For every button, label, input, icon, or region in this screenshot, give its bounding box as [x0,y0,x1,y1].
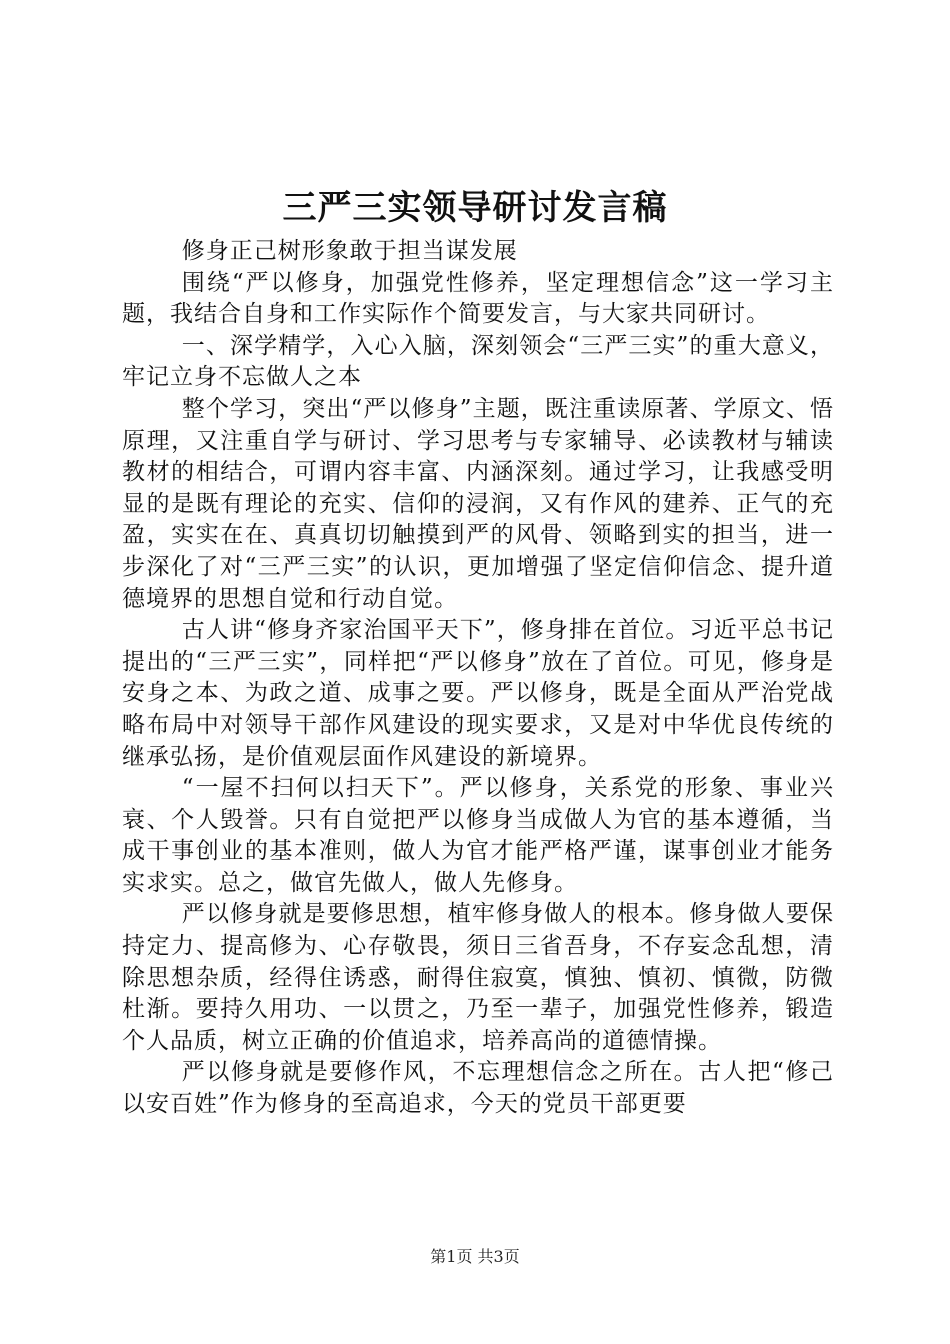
body-paragraph: 整个学习，突出“严以修身”主题，既注重读原著、学原文、悟原理，又注重自学与研讨、学习思考与专家辅导、必读教材与辅读教材的相结合，可谓内容丰富、内涵深刻。通过学习，让我感受明显的是既有理论的充实、信仰的浸润，又有作风的建养、正气的充盈，实实在在、真真切切触摸到严的风骨、领略到实的担当，进一步深化了对“三严三实”的认识，更加增强了坚定信仰信念、提升道德境界的思想自觉和行动自觉。 [122,395,834,612]
page-number-footer: 第1页 共3页 [430,1247,520,1266]
body-paragraph: 严以修身就是要修作风，不忘理想信念之所在。古人把“修己以安百姓”作为修身的至高追求，今天的党员干部更要 [122,1059,834,1118]
section-heading-paragraph: 一、深学精学，入心入脑，深刻领会“三严三实”的重大意义，牢记立身不忘做人之本 [122,332,834,391]
body-paragraph: 严以修身就是要修思想，植牢修身做人的根本。修身做人要保持定力、提高修为、心存敬畏，须日三省吾身，不存妄念乱想，清除思想杂质，经得住诱惑，耐得住寂寞，慎独、慎初、慎微，防微杜渐。要持久用功、一以贯之，乃至一辈子，加强党性修养，锻造个人品质，树立正确的价值追求，培养高尚的道德情操。 [122,901,834,1054]
document-title: 三严三实领导研讨发言稿 [282,188,668,228]
body-paragraph: 围绕“严以修身，加强党性修养，坚定理想信念”这一学习主题，我结合自身和工作实际作个简要发言，与大家共同研讨。 [122,269,834,328]
body-paragraph: “一屋不扫何以扫天下”。严以修身，关系党的形象、事业兴衰、个人毁誉。只有自觉把严以修身当成做人为官的基本遵循，当成干事创业的基本准则，做人为官才能严格严谨，谋事创业才能务实求实。总之，做官先做人，做人先修身。 [122,775,834,896]
body-paragraph: 古人讲“修身齐家治国平天下”，修身排在首位。习近平总书记提出的“三严三实”，同样把“严以修身”放在了首位。可见，修身是安身之本、为政之道、成事之要。严以修身，既是全面从严治党战略布局中对领导干部作风建设的现实要求，又是对中华优良传统的继承弘扬，是价值观层面作风建设的新境界。 [122,617,834,770]
document-body [122,236,834,1121]
subtitle-paragraph: 修身正己树形象敢于担当谋发展 [181,238,518,264]
